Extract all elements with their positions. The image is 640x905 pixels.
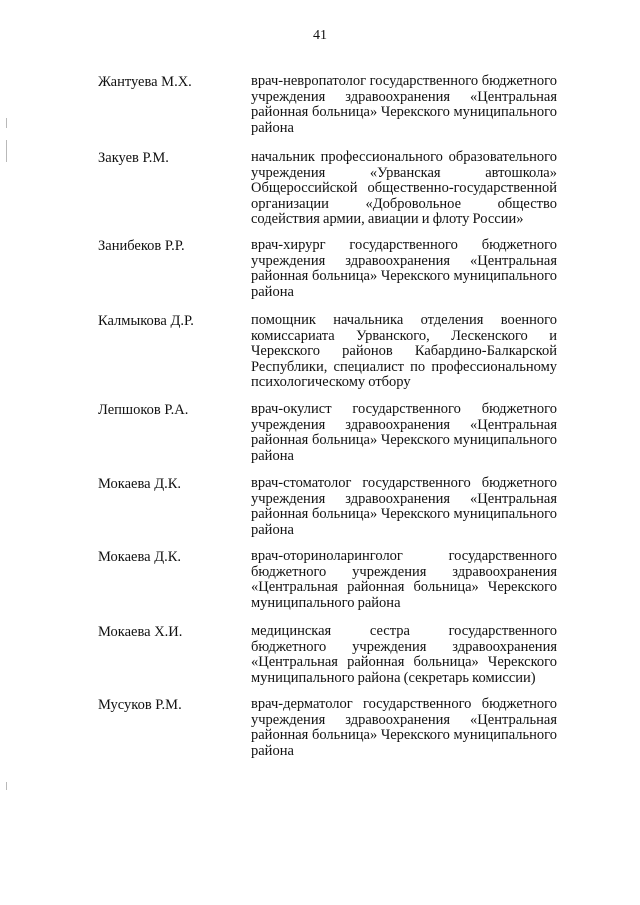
- member-position: медицинская сестра государственного бюджетного учреждения здравоохранения «Центральная районная больница» Черекского муниципального района (секретарь комиссии): [251, 623, 557, 686]
- page-number: 41: [313, 28, 327, 43]
- member-entry: [0, 149, 640, 227]
- member-name: Лепшоков Р.А.: [98, 402, 189, 418]
- member-name: Мокаева Д.К.: [98, 476, 182, 492]
- member-name: Занибеков Р.Р.: [98, 238, 185, 254]
- member-position: начальник профессионального образовательного учреждения «Урванская автошкола» Общероссийской общественно-государственной организации «Добровольное общество содействия армии, авиации и флоту России»: [251, 149, 557, 227]
- member-position: врач-хирург государственного бюджетного учреждения здравоохранения «Центральная районная больница» Черекского муниципального района: [251, 237, 557, 300]
- member-entry: [0, 476, 640, 546]
- member-name: Мокаева Х.И.: [98, 624, 183, 640]
- member-entry: [0, 312, 640, 390]
- member-entry: [0, 624, 640, 694]
- member-position: врач-дерматолог государственного бюджетного учреждения здравоохранения «Центральная районная больница» Черекского муниципального района: [251, 696, 557, 759]
- member-name: Мокаева Д.К.: [98, 549, 182, 565]
- member-position: врач-окулист государственного бюджетного учреждения здравоохранения «Центральная районная больница» Черекского муниципального района: [251, 401, 557, 464]
- member-entry: [0, 74, 640, 144]
- member-name: Мусуков Р.М.: [98, 697, 182, 713]
- member-position: помощник начальника отделения военного комиссариата Урванского, Лескенского и Черекского районов Кабардино-Балкарской Республики, специалист по профессиональному психологическому отбору: [251, 312, 557, 390]
- member-position: врач-невропатолог государственного бюджетного учреждения здравоохранения «Центральная районная больница» Черекского муниципального района: [251, 73, 557, 136]
- scan-margin-mark: [6, 782, 7, 790]
- member-entry: [0, 402, 640, 472]
- member-position: врач-стоматолог государственного бюджетного учреждения здравоохранения «Центральная районная больница» Черекского муниципального района: [251, 475, 557, 538]
- member-entry: [0, 697, 640, 767]
- member-position: врач-оториноларинголог государственного бюджетного учреждения здравоохранения «Центральная районная больница» Черекского муниципального района: [251, 548, 557, 611]
- member-entry: [0, 238, 640, 308]
- member-name: Калмыкова Д.Р.: [98, 313, 194, 329]
- member-name: Закуев Р.М.: [98, 150, 169, 166]
- member-entry: [0, 549, 640, 619]
- member-name: Жантуева М.Х.: [98, 74, 192, 90]
